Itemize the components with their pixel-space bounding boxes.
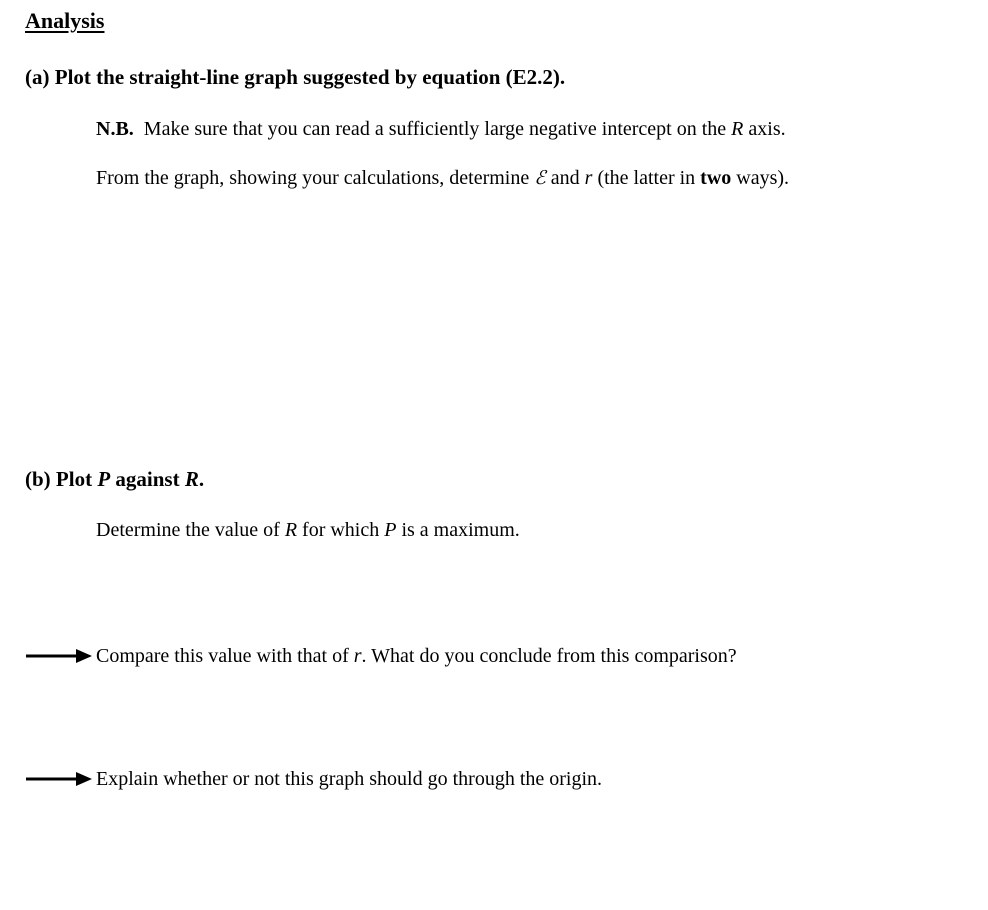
instr-bold-two: two <box>700 167 732 189</box>
nb-var-r: R <box>731 118 744 140</box>
nb-text-before: Make sure that you can read a sufficiently large negative intercept on the <box>143 118 732 140</box>
part-a-nb-line <box>96 119 786 139</box>
b-title-suffix: . <box>198 467 205 491</box>
b1-text-1: Determine the value of <box>96 519 285 541</box>
part-b-line-1 <box>96 520 520 540</box>
instr-var-r: r <box>584 167 593 189</box>
instr-text-2: and <box>545 167 585 189</box>
instr-text-3: (the latter in <box>592 167 701 189</box>
arrow-icon <box>26 649 92 663</box>
nb-label: N.B. <box>96 118 134 140</box>
b1-var-p: P <box>384 519 397 541</box>
b-title-var-r: R <box>184 467 199 491</box>
analysis-heading: Analysis <box>25 8 105 33</box>
b2-text-2: . What do you conclude from this comparison? <box>361 645 737 667</box>
b-title-middle: against <box>110 467 185 491</box>
b1-text-3: is a maximum. <box>396 519 520 541</box>
part-b-title <box>25 469 204 490</box>
instr-text-4: ways). <box>731 167 790 189</box>
instr-text-1: From the graph, showing your calculations, determine <box>96 167 535 189</box>
part-b-line-2 <box>96 646 737 666</box>
b1-var-r: R <box>284 519 298 541</box>
b-title-var-p: P <box>97 467 111 491</box>
nb-text-after: axis. <box>743 118 786 140</box>
b2-var-r: r <box>353 645 362 667</box>
b3-text-1: Explain whether or not this graph should go through the origin. <box>96 768 603 790</box>
arrow-icon <box>26 772 92 786</box>
b1-text-2: for which <box>297 519 385 541</box>
part-b-line-3 <box>96 769 602 789</box>
part-a-instruction <box>96 168 789 188</box>
emf-symbol: ℰ <box>534 167 546 189</box>
b2-text-1: Compare this value with that of <box>96 645 354 667</box>
b-title-prefix: (b) Plot <box>25 467 98 491</box>
part-a-title: (a) Plot the straight-line graph suggested by equation (E2.2). <box>25 65 566 89</box>
